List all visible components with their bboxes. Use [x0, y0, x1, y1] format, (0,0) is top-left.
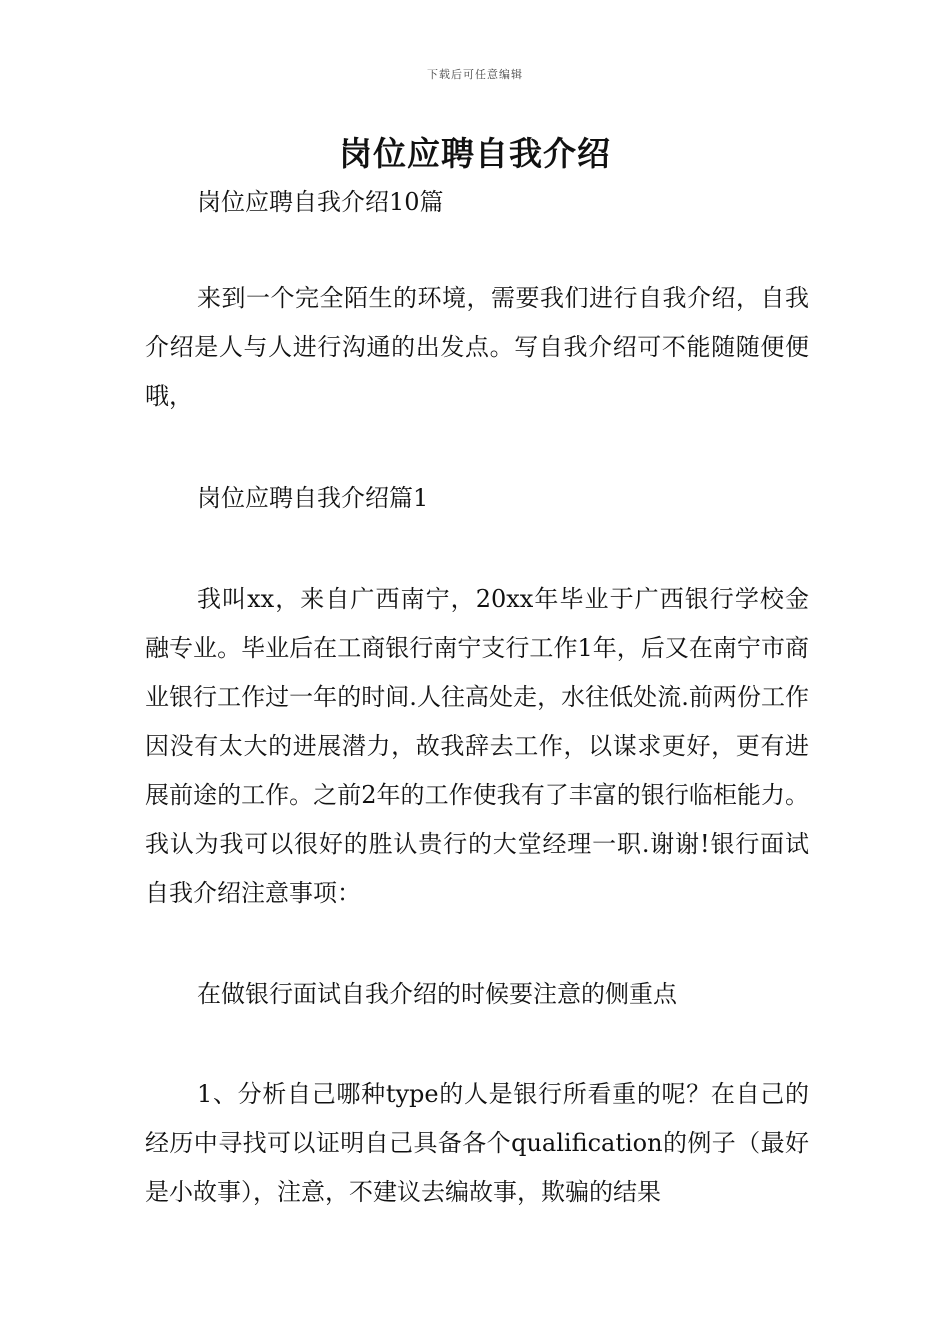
- paragraph-intro: 来到一个完全陌生的环境，需要我们进行自我介绍，自我介绍是人与人进行沟通的出发点。写自我介绍可不能随随便便哦，: [145, 284, 809, 410]
- paragraph-focus: 在做银行面试自我介绍的时候要注意的侧重点: [197, 980, 677, 1008]
- section-heading-1: 岗位应聘自我介绍篇1: [197, 484, 429, 512]
- header-note: 下载后可任意编辑: [427, 68, 523, 81]
- paragraph-item-1: 1、分析自己哪种type的人是银行所看重的呢？在自己的经历中寻找可以证明自己具备各个qualification的例子（最好是小故事），注意，不建议去编故事，欺骗的结果: [145, 1080, 809, 1206]
- paragraph-self-intro: 我叫xx，来自广西南宁，20xx年毕业于广西银行学校金融专业。毕业后在工商银行南宁支行工作1年，后又在南宁市商业银行工作过一年的时间.人往高处走，水往低处流.前两份工作因没有太大的进展潜力，故我辞去工作，以谋求更好，更有进展前途的工作。之前2年的工作使我有了丰富的银行临柜能力。我认为我可以很好的胜认贵行的大堂经理一职.谢谢!银行面试自我介绍注意事项：: [145, 585, 809, 907]
- document-subtitle: 岗位应聘自我介绍10篇: [197, 188, 444, 216]
- document-title: 岗位应聘自我介绍: [339, 134, 611, 173]
